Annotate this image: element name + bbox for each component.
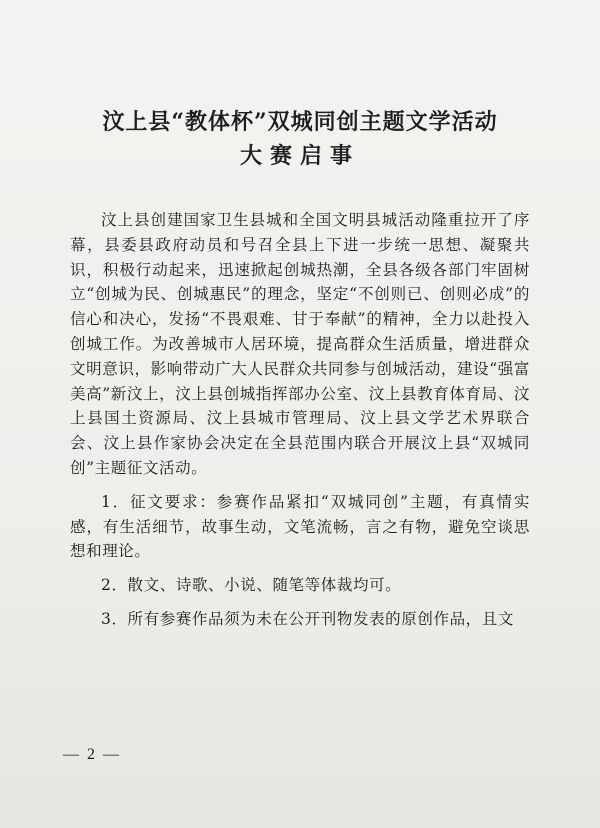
paragraph-intro: 汶上县创建国家卫生县城和全国文明县城活动隆重拉开了序幕，县委县政府动员和号召全县上下进一步统一思想、凝聚共识，积极行动起来，迅速掀起创城热潮，全县各级各部门牢固树立“创城为民、创城惠民”的理念，坚定“不创则已、创则必成”的信心和决心，发扬“不畏艰难、甘于奉献”的精神，全力以赴投入创城工作。为改善城市人居环境，提高群众生活质量，增进群众文明意识，影响带动广大人民群众共同参与创城活动，建设“强富美高”新汶上，汶上县创城指挥部办公室、汶上县教育体育局、汶上县国土资源局、汶上县城市管理局、汶上县文学艺术界联合会、汶上县作家协会决定在全县范围内联合开展汶上县“双城同创”主题征文活动。 — [70, 211, 530, 477]
title-line-2: 大赛启事 — [239, 143, 360, 169]
paragraph-item-2: 2．散文、诗歌、小说、随笔等体裁均可。 — [101, 576, 402, 595]
paragraph-item-1: 1．征文要求：参赛作品紧扣“双城同创”主题，有真情实感，有生活细节，故事生动，文笔流畅，言之有物，避免空谈思想和理论。 — [70, 492, 530, 561]
document-title — [0, 105, 600, 173]
title-line-1: 汶上县“教体杯”双城同创主题文学活动 — [102, 109, 498, 135]
document-body — [70, 208, 530, 632]
paragraph-item-3: 3．所有参赛作品须为未在公开刊物发表的原创作品，且文 — [101, 609, 514, 628]
page-number: — 2 — — [63, 746, 121, 763]
